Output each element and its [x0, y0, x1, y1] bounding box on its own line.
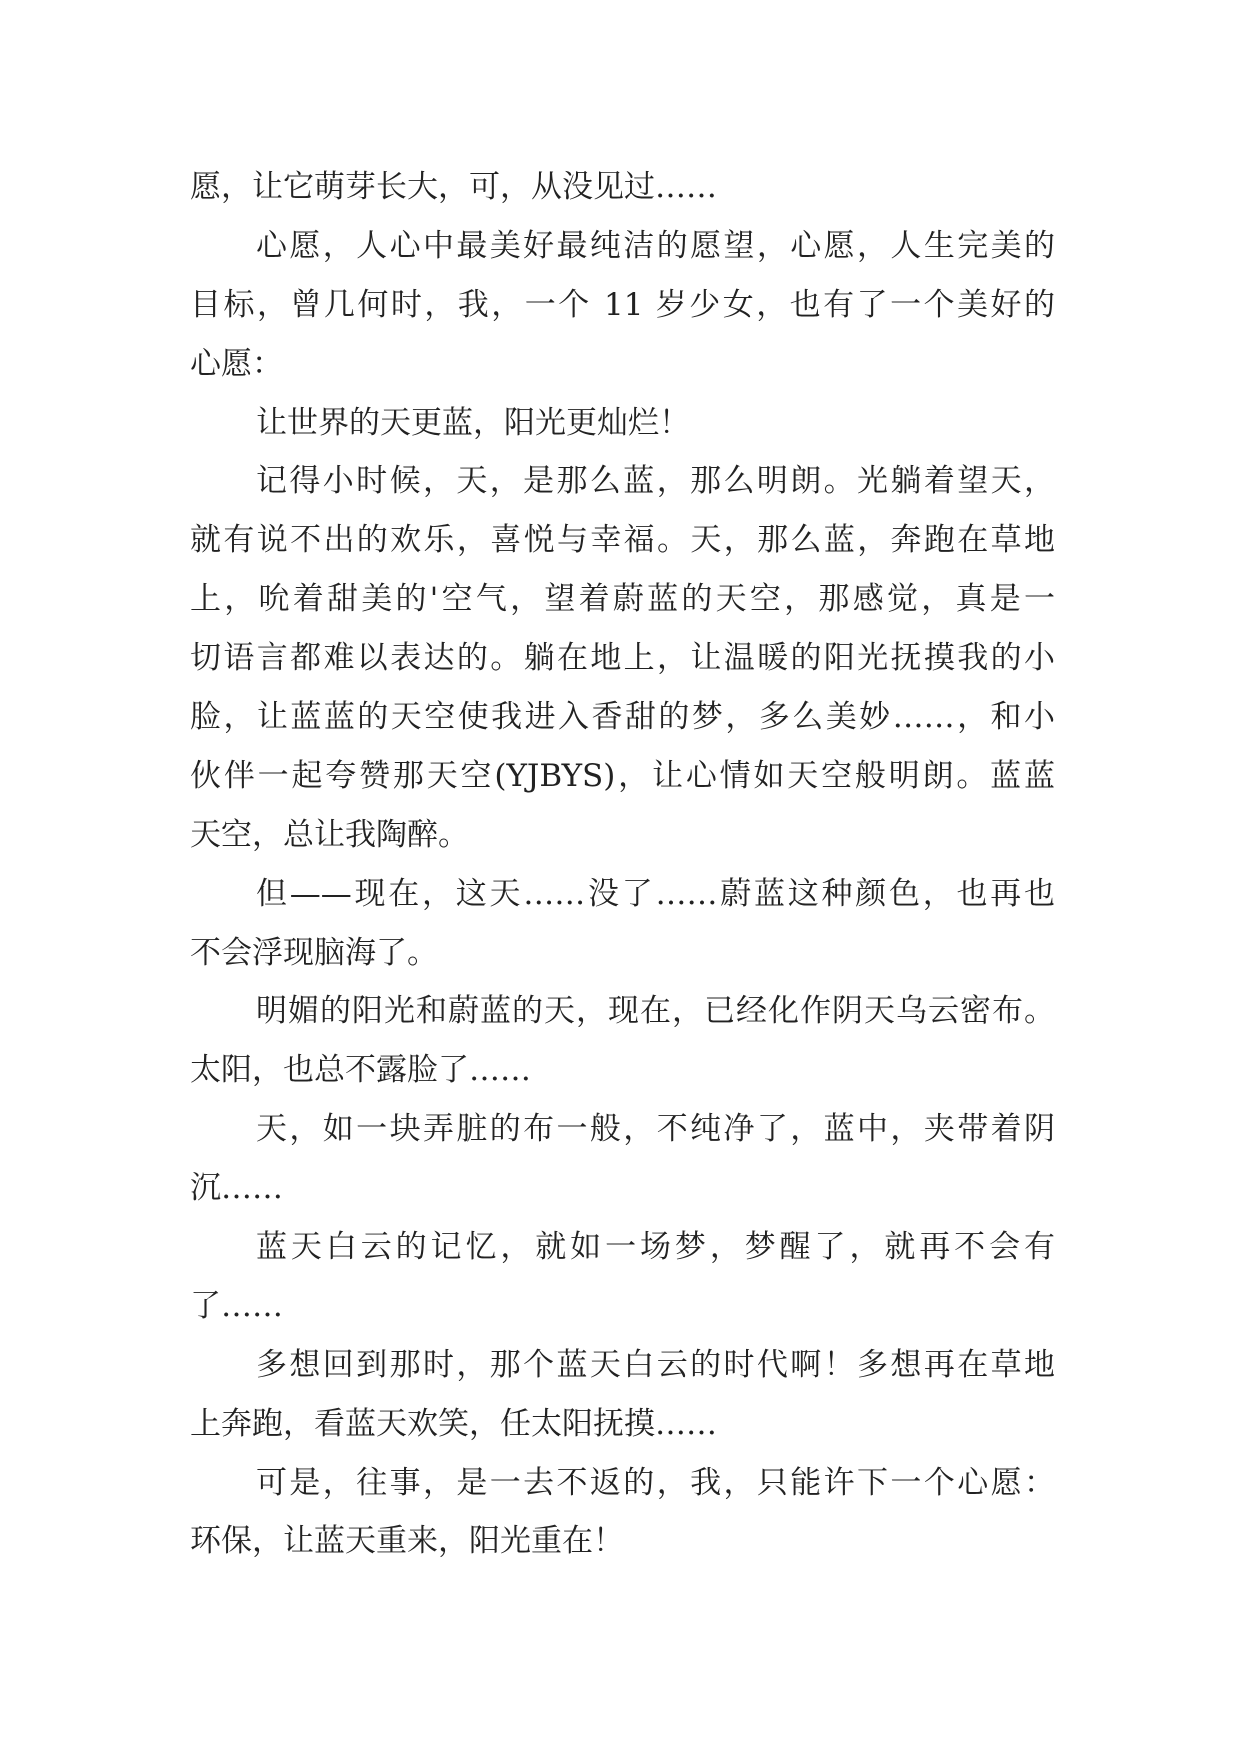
text-line: 沉……	[190, 1170, 283, 1207]
text-line: 明媚的阳光和蔚蓝的天，现在，已经化作阴天乌云密布。	[256, 993, 1055, 1030]
text-line: 心愿：	[190, 345, 283, 382]
text-line: 让世界的天更蓝，阳光更灿烂！	[256, 404, 690, 441]
text-line: 了……	[190, 1287, 283, 1324]
essay-body	[190, 158, 1055, 1571]
text-line: 不会浮现脑海了。	[190, 934, 438, 971]
text-line: 多想回到那时，那个蓝天白云的时代啊！多想再在草地	[256, 1346, 1055, 1383]
text-line: 上奔跑，看蓝天欢笑，任太阳抚摸……	[190, 1405, 717, 1442]
text-line: 可是，往事，是一去不返的，我，只能许下一个心愿：	[256, 1464, 1055, 1501]
text-line: 环保，让蓝天重来，阳光重在！	[190, 1523, 624, 1560]
text-line: 愿，让它萌芽长大，可，从没见过……	[190, 169, 717, 205]
text-line: 就有说不出的欢乐，喜悦与幸福。天，那么蓝，奔跑在草地	[190, 522, 1055, 559]
text-line: 脸，让蓝蓝的天空使我进入香甜的梦，多么美妙……，和小	[190, 699, 1055, 736]
text-line: 切语言都难以表达的。躺在地上，让温暖的阳光抚摸我的小	[190, 640, 1055, 677]
text-line: 记得小时候，天，是那么蓝，那么明朗。光躺着望天，	[256, 463, 1055, 500]
text-line: 天空，总让我陶醉。	[190, 816, 469, 853]
text-line: 太阳，也总不露脸了……	[190, 1052, 531, 1089]
text-line: 上，吮着甜美的'空气，望着蔚蓝的天空，那感觉，真是一	[190, 581, 1055, 618]
text-line: 目标，曾几何时，我，一个 11 岁少女，也有了一个美好的	[190, 286, 1055, 323]
text-line: 但——现在，这天……没了……蔚蓝这种颜色，也再也	[256, 875, 1055, 912]
text-line: 蓝天白云的记忆，就如一场梦，梦醒了，就再不会有	[256, 1229, 1055, 1266]
text-line: 伙伴一起夸赞那天空(YJBYS)，让心情如天空般明朗。蓝蓝	[190, 757, 1055, 794]
text-line: 天，如一块弄脏的布一般，不纯净了，蓝中，夹带着阴	[256, 1111, 1055, 1148]
text-line: 心愿，人心中最美好最纯洁的愿望，心愿，人生完美的	[256, 227, 1055, 264]
